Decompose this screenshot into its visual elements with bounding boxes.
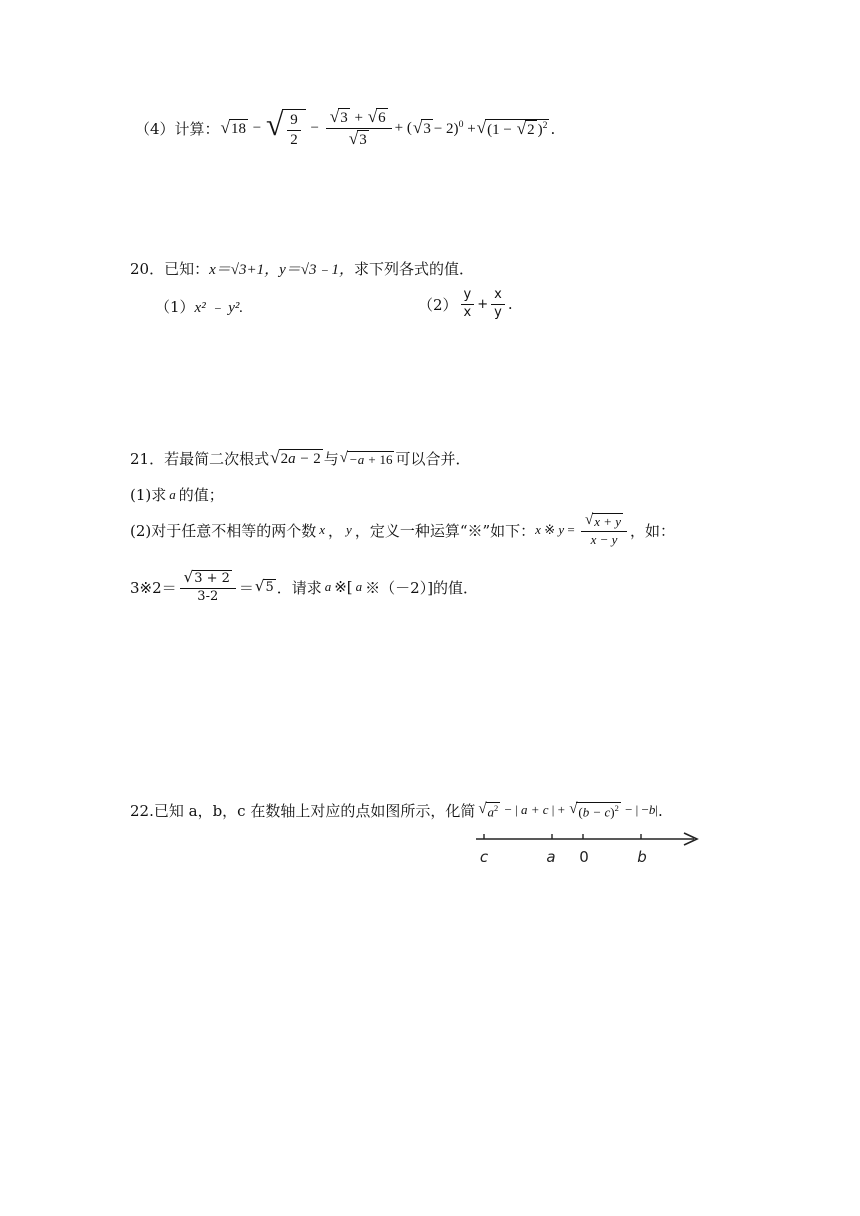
example-start: 3※2＝ bbox=[130, 578, 177, 597]
problem-21-example bbox=[130, 570, 478, 605]
problem-20-part-1-label: （1） bbox=[155, 298, 195, 316]
problem-22-number: 22. bbox=[130, 801, 154, 820]
label-b: b bbox=[637, 848, 647, 866]
var-x: x bbox=[319, 522, 326, 538]
problem-21-part-2-text-c: ，如： bbox=[630, 521, 676, 540]
operation-definition: x ※ y = √ x + y x − y bbox=[535, 513, 630, 548]
problem-21-part-1-text: (1)求 bbox=[130, 486, 167, 504]
example-fraction: √ 3 + 2 3-2 bbox=[177, 570, 239, 605]
problem-4-expression: √ 18 − √ $\frac{9}{2}$ − √ 3 + √ 6 √ 3 + ( √ 3 − 2)$^0$ + √ (1 − √ 2 )$^2$ bbox=[220, 106, 548, 149]
problem-21-text-c: 可以合并． bbox=[395, 450, 471, 468]
problem-20-intro: 已知： bbox=[164, 260, 210, 278]
problem-21-number: 21． bbox=[130, 450, 165, 468]
ask-text-b: ※[ bbox=[334, 578, 353, 597]
radical-1: √ 2a − 2 bbox=[270, 448, 321, 467]
problem-4-end: . bbox=[550, 119, 556, 138]
problem-22-expression: √ $a^2$ − | a + c | + √ $(b - c)^2$ − | − b | bbox=[478, 800, 658, 819]
label-c: c bbox=[479, 848, 489, 866]
problem-21-part-1-var: a bbox=[169, 486, 176, 502]
radical-2: √ −a + 16 bbox=[339, 449, 393, 467]
ask-text-c: ※（－2）]的值． bbox=[365, 578, 479, 597]
problem-20-part-2-label: （2） bbox=[418, 295, 458, 314]
problem-21 bbox=[130, 448, 470, 469]
problem-22 bbox=[130, 800, 663, 821]
problem-22-text: 已知 a，b，c 在数轴上对应的点如图所示，化简 bbox=[153, 802, 476, 820]
example-result: √ 5 bbox=[254, 577, 274, 596]
number-line bbox=[472, 830, 712, 870]
problem-21-part-2-text-b: ，定义一种运算“※”如下： bbox=[354, 521, 536, 540]
problem-20-part-1 bbox=[155, 296, 243, 317]
problem-20-part-1-expression: x² ﹣ y². bbox=[194, 300, 244, 316]
problem-21-part-2-text-a: (2)对于任意不相等的两个数 bbox=[130, 521, 317, 540]
problem-20-part-2-end: . bbox=[507, 295, 513, 314]
problem-21-part-1-end: 的值； bbox=[178, 486, 224, 504]
label-a: a bbox=[546, 848, 556, 866]
problem-20-number: 20． bbox=[130, 260, 165, 278]
problem-4-label: （4）计算： bbox=[135, 120, 220, 139]
problem-20-ask: 求下列各式的值． bbox=[354, 260, 475, 278]
problem-21-part-2-sep: ， bbox=[328, 521, 344, 540]
label-0: 0 bbox=[579, 848, 589, 866]
ask-text-a: ．请求 bbox=[276, 578, 322, 597]
problem-4 bbox=[135, 108, 555, 150]
problem-20-x-def: x＝√3+1， bbox=[209, 262, 280, 278]
example-equals: ＝ bbox=[238, 578, 254, 597]
problem-20-part-2 bbox=[418, 288, 513, 321]
ask-var: a bbox=[324, 579, 332, 595]
problem-21-text-b: 与 bbox=[323, 450, 339, 468]
problem-22-end: . bbox=[657, 801, 663, 820]
problem-21-part-1 bbox=[130, 484, 224, 505]
problem-20 bbox=[130, 258, 474, 279]
problem-20-part-2-expression: $\frac{y}{x}$ + $\frac{x}{y}$ bbox=[458, 288, 508, 321]
problem-21-text-a: 若最简二次根式 bbox=[164, 450, 270, 468]
var-y: y bbox=[346, 522, 352, 538]
ask-var-2: a bbox=[355, 579, 363, 595]
problem-20-y-def: y＝√3﹣1， bbox=[279, 262, 355, 278]
problem-21-part-2 bbox=[130, 513, 675, 548]
